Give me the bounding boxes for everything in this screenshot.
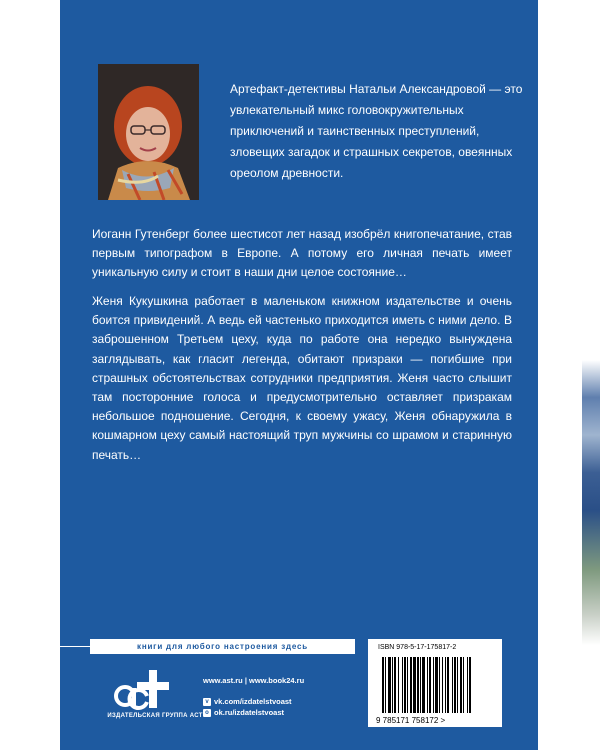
- barcode-bar: [442, 657, 443, 713]
- author-portrait-image: [98, 64, 199, 200]
- barcode-bar: [382, 657, 384, 713]
- barcode-bar: [417, 657, 419, 713]
- barcode-bar: [385, 657, 386, 713]
- barcode-digits: 9 785171 758172 >: [376, 716, 446, 725]
- barcode-bar: [452, 657, 453, 713]
- barcode-panel: [368, 639, 502, 727]
- author-photo: [98, 64, 199, 200]
- barcode-bar: [454, 657, 456, 713]
- barcode-bar: [447, 657, 449, 713]
- annotation-paragraph-1: Иоганн Гутенберг более шестисот лет назад изобрёл книгопечатание, став первым типографом в Европе. А потому его личная печать имеет уникальную силу и стоит в наши дни целое состояние…: [92, 227, 512, 280]
- barcode-image: [376, 657, 494, 725]
- vk-icon: v: [203, 698, 211, 706]
- barcode-bar: [388, 657, 391, 713]
- barcode-bar: [445, 657, 446, 713]
- barcode-bar: [460, 657, 462, 713]
- publisher-websites[interactable]: www.ast.ru | www.book24.ru: [203, 676, 305, 685]
- barcode-bar: [402, 657, 403, 713]
- barcode-bar: [467, 657, 468, 713]
- ok-link-text: ok.ru/izdatelstvoast: [214, 708, 285, 717]
- author-intro-text: Артефакт-детективы Натальи Александровой — это увлекательный микс головокружительных приключений и таинственных преступлений, зловещих загадок и страшных секретов, овеянных ореолом древности.: [230, 82, 523, 180]
- isbn-label: ISBN 978-5-17-175817-2: [378, 644, 457, 651]
- publisher-name: ИЗДАТЕЛЬСКАЯ ГРУППА АСТ: [107, 713, 203, 719]
- barcode-bar: [398, 657, 399, 713]
- adjacent-cover-edge: [582, 0, 600, 750]
- barcode-bar: [404, 657, 406, 713]
- barcode-bar: [420, 657, 421, 713]
- ok-link[interactable]: [203, 708, 383, 717]
- barcode-bar: [413, 657, 416, 713]
- barcode-bar: [433, 657, 434, 713]
- barcode-bar: [392, 657, 393, 713]
- barcode-bar: [422, 657, 425, 713]
- barcode-bar: [407, 657, 408, 713]
- ok-icon: o: [203, 709, 211, 717]
- barcode-bar: [435, 657, 438, 713]
- barcode-bar: [394, 657, 396, 713]
- barcode-bar: [439, 657, 440, 713]
- annotation-paragraph-2: Женя Кукушкина работает в маленьком книжном издательстве и очень боится привидений. А ведь ей частенько приходится иметь с ними дело. В заброшенном Третьем цеху, куда по работе она нередко вынуждена заглядывать, как гласит легенда, обитают призраки — погибшие при страшных обстоятельствах сотрудники предприятия. Женя часто слышит там посторонние голоса и предусмотрительно оставляет призракам небольшое подношение. Сегодня, к своему ужасу, Женя обнаружила в кошмарном цеху самый настоящий труп мужчины со шрамом и старинную печать…: [92, 294, 512, 462]
- barcode-bar: [410, 657, 412, 713]
- barcode-bar: [469, 657, 471, 713]
- barcode-bar: [457, 657, 458, 713]
- barcode-bar: [463, 657, 464, 713]
- back-cover: [60, 0, 538, 750]
- ast-logo-icon: [111, 666, 183, 712]
- barcode-bar: [427, 657, 428, 713]
- tagline-banner: книги для любого настроения здесь: [90, 639, 355, 654]
- vk-link[interactable]: [203, 697, 383, 706]
- vk-link-text: vk.com/izdatelstvoast: [214, 697, 292, 706]
- barcode-bar: [429, 657, 431, 713]
